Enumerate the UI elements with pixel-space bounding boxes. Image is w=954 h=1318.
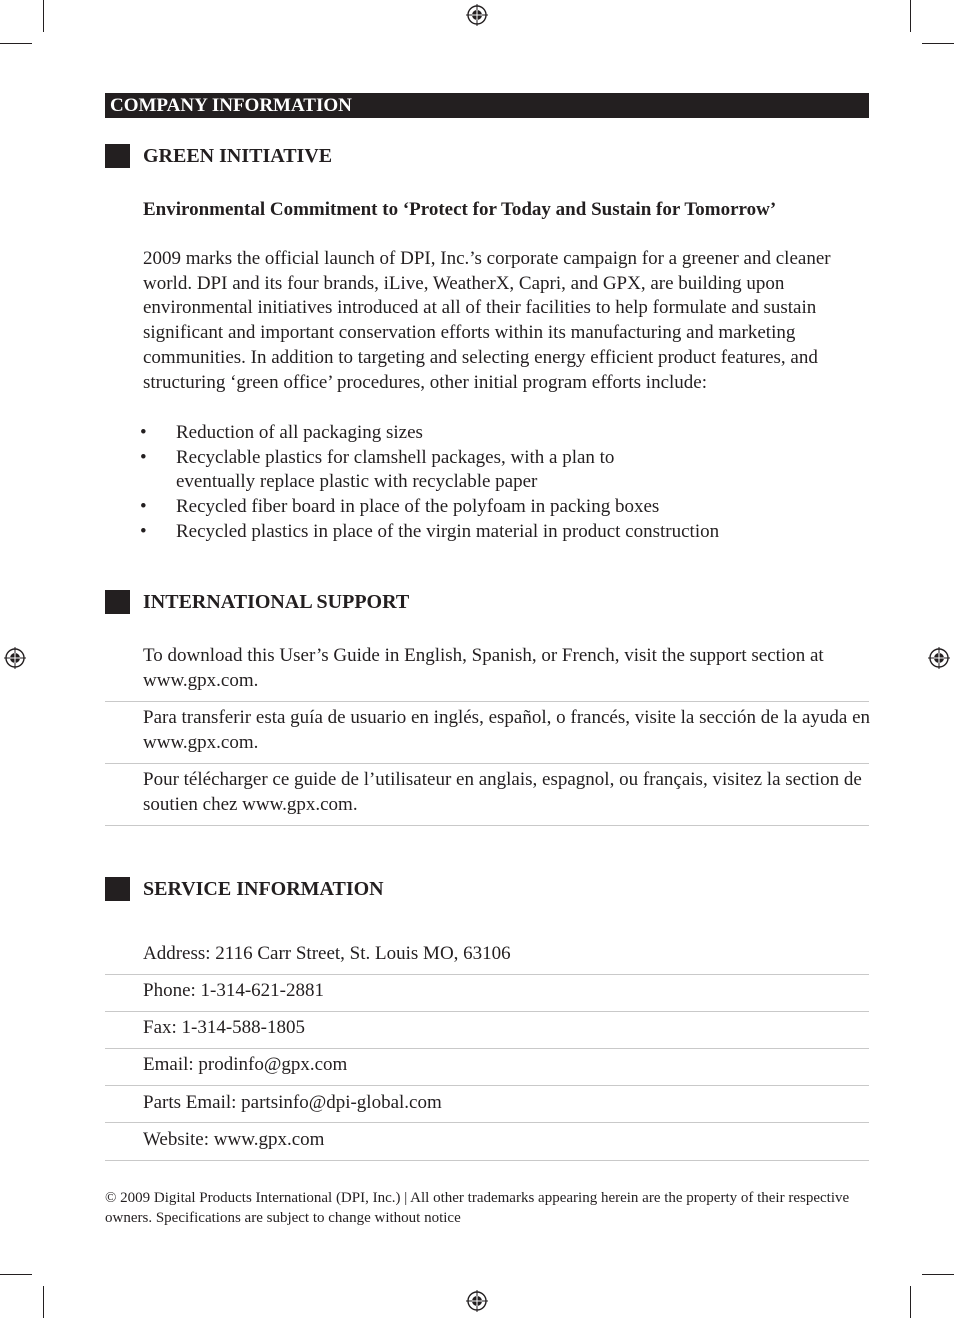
list-item	[140, 446, 860, 495]
bullet-icon: •	[140, 520, 147, 542]
registration-mark-icon	[466, 1290, 488, 1312]
crop-mark	[922, 1274, 954, 1275]
divider	[105, 1011, 869, 1012]
parts-email-text: Parts Email: partsinfo@dpi-global.com	[143, 1092, 442, 1113]
divider	[105, 1122, 869, 1123]
divider	[105, 1048, 869, 1049]
green-initiative-paragraph: 2009 marks the official launch of DPI, Inc.’s corporate campaign for a greener and cleaner world. DPI and its four brands, iLive, WeatherX, Capri, and GPX, are building upon environmental initiatives introduced at all of their facilities to help formulate and sustain significant and important conservation efforts within its manufacturing and marketing communities. In addition to targeting and selecting energy efficient product features, and structuring ‘green office’ procedures, other initial program efforts include:	[143, 248, 831, 393]
list-item-text: Recyclable plastics for clamshell packages, with a plan to eventually replace plastic with recyclable paper	[176, 446, 615, 493]
fax-text: Fax: 1-314-588-1805	[143, 1017, 306, 1038]
crop-mark	[0, 1274, 32, 1275]
section-marker	[105, 144, 130, 168]
bullet-icon: •	[140, 496, 147, 518]
crop-mark	[43, 0, 44, 32]
list-item	[140, 421, 860, 446]
environmental-commitment-heading: Environmental Commitment to ‘Protect for Today and Sustain for Tomorrow’	[143, 199, 777, 220]
address-text: Address: 2116 Carr Street, St. Louis MO, 63106	[143, 943, 511, 964]
divider	[105, 825, 869, 826]
list-item-text: Recycled fiber board in place of the polyfoam in packing boxes	[176, 496, 660, 518]
website-text: Website: www.gpx.com	[143, 1129, 325, 1150]
service-information-title: SERVICE INFORMATION	[143, 878, 384, 900]
crop-mark	[910, 0, 911, 32]
registration-mark-icon	[466, 4, 488, 26]
phone-text: Phone: 1-314-621-2881	[143, 980, 325, 1001]
divider	[105, 1085, 869, 1086]
section-marker	[105, 877, 130, 901]
green-initiative-title: GREEN INITIATIVE	[143, 145, 333, 167]
program-efforts-list	[140, 421, 860, 545]
crop-mark	[43, 1286, 44, 1318]
section-marker	[105, 590, 130, 614]
list-item	[140, 520, 860, 545]
support-spanish-text: Para transferir esta guía de usuario en inglés, español, o francés, visite la sección de la ayuda en www.gpx.com.	[143, 707, 871, 753]
crop-mark	[910, 1286, 911, 1318]
registration-mark-icon	[928, 647, 950, 669]
international-support-title: INTERNATIONAL SUPPORT	[143, 591, 410, 613]
crop-mark	[922, 43, 954, 44]
list-item-text: Recycled plastics in place of the virgin material in product construction	[176, 520, 720, 542]
email-text: Email: prodinfo@gpx.com	[143, 1054, 348, 1075]
list-item-text: Reduction of all packaging sizes	[176, 422, 423, 443]
bullet-icon: •	[140, 422, 147, 443]
divider	[105, 763, 869, 764]
divider	[105, 1160, 869, 1161]
registration-mark-icon	[4, 647, 26, 669]
divider	[105, 974, 869, 975]
support-english-text: To download this User’s Guide in English, Spanish, or French, visit the support section at www.gpx.com.	[143, 645, 824, 691]
support-french-text: Pour télécharger ce guide de l’utilisateur en anglais, espagnol, ou français, visitez la section de soutien chez www.gpx.com.	[143, 769, 862, 815]
list-item	[140, 495, 860, 520]
crop-mark	[0, 43, 32, 44]
copyright-footer: © 2009 Digital Products International (DPI, Inc.) | All other trademarks appearing herein are the property of their respective owners. Specifications are subject to change without notice	[105, 1190, 850, 1226]
company-information-header: COMPANY INFORMATION	[105, 93, 869, 118]
divider	[105, 701, 869, 702]
bullet-icon: •	[140, 446, 147, 468]
